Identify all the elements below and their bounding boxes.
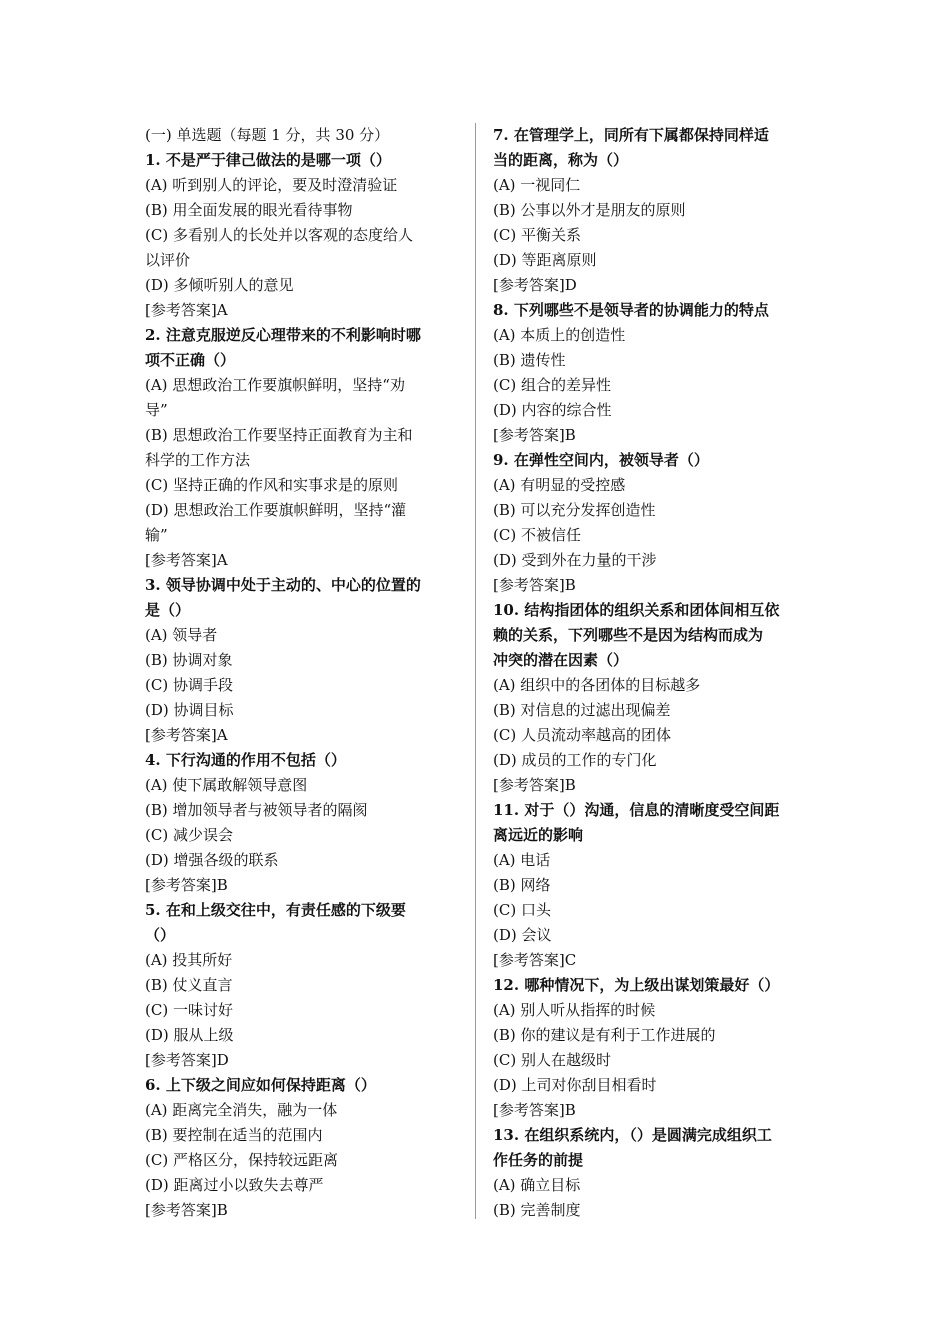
q2-option-d-line1: (D) 思想政治工作要旗帜鲜明，坚持“灌 [145,501,407,519]
q1-option-b: (B) 用全面发展的眼光看待事物 [145,201,353,219]
q7-option-d: (D) 等距离原则 [493,251,597,269]
q11-option-c: (C) 口头 [493,901,551,919]
q10-option-b: (B) 对信息的过滤出现偏差 [493,701,671,719]
q6-answer: [参考答案]B [145,1201,228,1219]
q3-option-b: (B) 协调对象 [145,651,233,669]
q2-answer: [参考答案]A [145,551,228,569]
q9-answer: [参考答案]B [493,576,576,594]
q9-option-b: (B) 可以充分发挥创造性 [493,501,656,519]
q1-option-d: (D) 多倾听别人的意见 [145,276,294,294]
q3-option-c: (C) 协调手段 [145,676,233,694]
q2-option-a-line2: 导” [145,401,168,419]
question-7-title-line2: 当的距离，称为（） [493,151,629,169]
q1-option-c-line2: 以评价 [145,251,191,269]
question-13-title-line1: 13. 在组织系统内，（）是圆满完成组织工 [493,1126,772,1144]
question-10-title-line1: 10. 结构指团体的组织关系和团体间相互依 [493,601,780,619]
q5-answer: [参考答案]D [145,1051,229,1069]
q9-option-a: (A) 有明显的受控感 [493,476,626,494]
question-13-title-line2: 作任务的前提 [493,1151,584,1169]
q5-option-a: (A) 投其所好 [145,951,233,969]
q5-option-d: (D) 服从上级 [145,1026,234,1044]
q11-option-d: (D) 会议 [493,926,552,944]
q8-option-d: (D) 内容的综合性 [493,401,612,419]
q13-option-b: (B) 完善制度 [493,1201,581,1219]
question-12-title: 12. 哪种情况下，为上级出谋划策最好（） [493,976,780,994]
q5-option-c: (C) 一味讨好 [145,1001,233,1019]
q8-option-c: (C) 组合的差异性 [493,376,611,394]
q7-answer: [参考答案]D [493,276,577,294]
q4-option-d: (D) 增强各级的联系 [145,851,279,869]
question-2-title-line2: 项不正确（） [145,351,236,369]
q4-option-b: (B) 增加领导者与被领导者的隔阂 [145,801,368,819]
q8-answer: [参考答案]B [493,426,576,444]
q3-option-d: (D) 协调目标 [145,701,234,719]
question-8-title: 8. 下列哪些不是领导者的协调能力的特点 [493,301,769,319]
question-4-title: 4. 下行沟通的作用不包括（） [145,751,346,769]
question-1-title: 1. 不是严于律己做法的是哪一项（） [145,151,391,169]
q11-option-a: (A) 电话 [493,851,551,869]
question-10-title-line3: 冲突的潜在因素（） [493,651,629,669]
q12-option-a: (A) 别人听从指挥的时候 [493,1001,656,1019]
q1-option-c-line1: (C) 多看别人的长处并以客观的态度给人 [145,226,413,244]
q8-option-b: (B) 遗传性 [493,351,566,369]
q12-option-c: (C) 别人在越级时 [493,1051,611,1069]
q6-option-c: (C) 严格区分，保持较远距离 [145,1151,338,1169]
q4-option-a: (A) 使下属敢解领导意图 [145,776,308,794]
q6-option-a: (A) 距离完全消失，融为一体 [145,1101,338,1119]
q13-option-a: (A) 确立目标 [493,1176,581,1194]
question-10-title-line2: 赖的关系，下列哪些不是因为结构而成为 [493,626,764,644]
q1-answer: [参考答案]A [145,301,228,319]
question-9-title: 9. 在弹性空间内，被领导者（） [493,451,709,469]
q4-option-c: (C) 减少误会 [145,826,233,844]
question-2-title-line1: 2. 注意克服逆反心理带来的不利影响时哪 [145,326,421,344]
q9-option-c: (C) 不被信任 [493,526,581,544]
question-6-title: 6. 上下级之间应如何保持距离（） [145,1076,376,1094]
q10-option-a: (A) 组织中的各团体的目标越多 [493,676,701,694]
q5-option-b: (B) 仗义直言 [145,976,233,994]
q4-answer: [参考答案]B [145,876,228,894]
q2-option-b-line1: (B) 思想政治工作要坚持正面教育为主和 [145,426,413,444]
question-5-title-line1: 5. 在和上级交往中，有责任感的下级要 [145,901,406,919]
question-3-title-line2: 是（） [145,601,191,619]
q2-option-d-line2: 输” [145,526,168,544]
section-header: (一) 单选题（每题 1 分，共 30 分） [145,126,390,144]
q10-option-c: (C) 人员流动率越高的团体 [493,726,671,744]
q6-option-b: (B) 要控制在适当的范围内 [145,1126,323,1144]
q7-option-b: (B) 公事以外才是朋友的原则 [493,201,686,219]
q7-option-c: (C) 平衡关系 [493,226,581,244]
q12-option-d: (D) 上司对你刮目相看时 [493,1076,657,1094]
question-11-title-line1: 11. 对于（）沟通，信息的清晰度受空间距 [493,801,780,819]
q10-answer: [参考答案]B [493,776,576,794]
q11-answer: [参考答案]C [493,951,577,969]
q8-option-a: (A) 本质上的创造性 [493,326,626,344]
q12-option-b: (B) 你的建议是有利于工作进展的 [493,1026,716,1044]
question-3-title-line1: 3. 领导协调中处于主动的、中心的位置的 [145,576,421,594]
left-column [145,123,461,1223]
q2-option-c: (C) 坚持正确的作风和实事求是的原则 [145,476,398,494]
q3-answer: [参考答案]A [145,726,228,744]
q6-option-d: (D) 距离过小以致失去尊严 [145,1176,324,1194]
question-7-title-line1: 7. 在管理学上，同所有下属都保持同样适 [493,126,769,144]
column-divider [475,123,476,1219]
right-column [493,123,811,1223]
q2-option-a-line1: (A) 思想政治工作要旗帜鲜明，坚持“劝 [145,376,405,394]
q2-option-b-line2: 科学的工作方法 [145,451,251,469]
q11-option-b: (B) 网络 [493,876,551,894]
q9-option-d: (D) 受到外在力量的干涉 [493,551,657,569]
q12-answer: [参考答案]B [493,1101,576,1119]
q7-option-a: (A) 一视同仁 [493,176,581,194]
q3-option-a: (A) 领导者 [145,626,218,644]
question-11-title-line2: 离远近的影响 [493,826,584,844]
q1-option-a: (A) 听到别人的评论，要及时澄清验证 [145,176,398,194]
question-5-title-line2: （） [145,926,176,944]
q10-option-d: (D) 成员的工作的专门化 [493,751,657,769]
